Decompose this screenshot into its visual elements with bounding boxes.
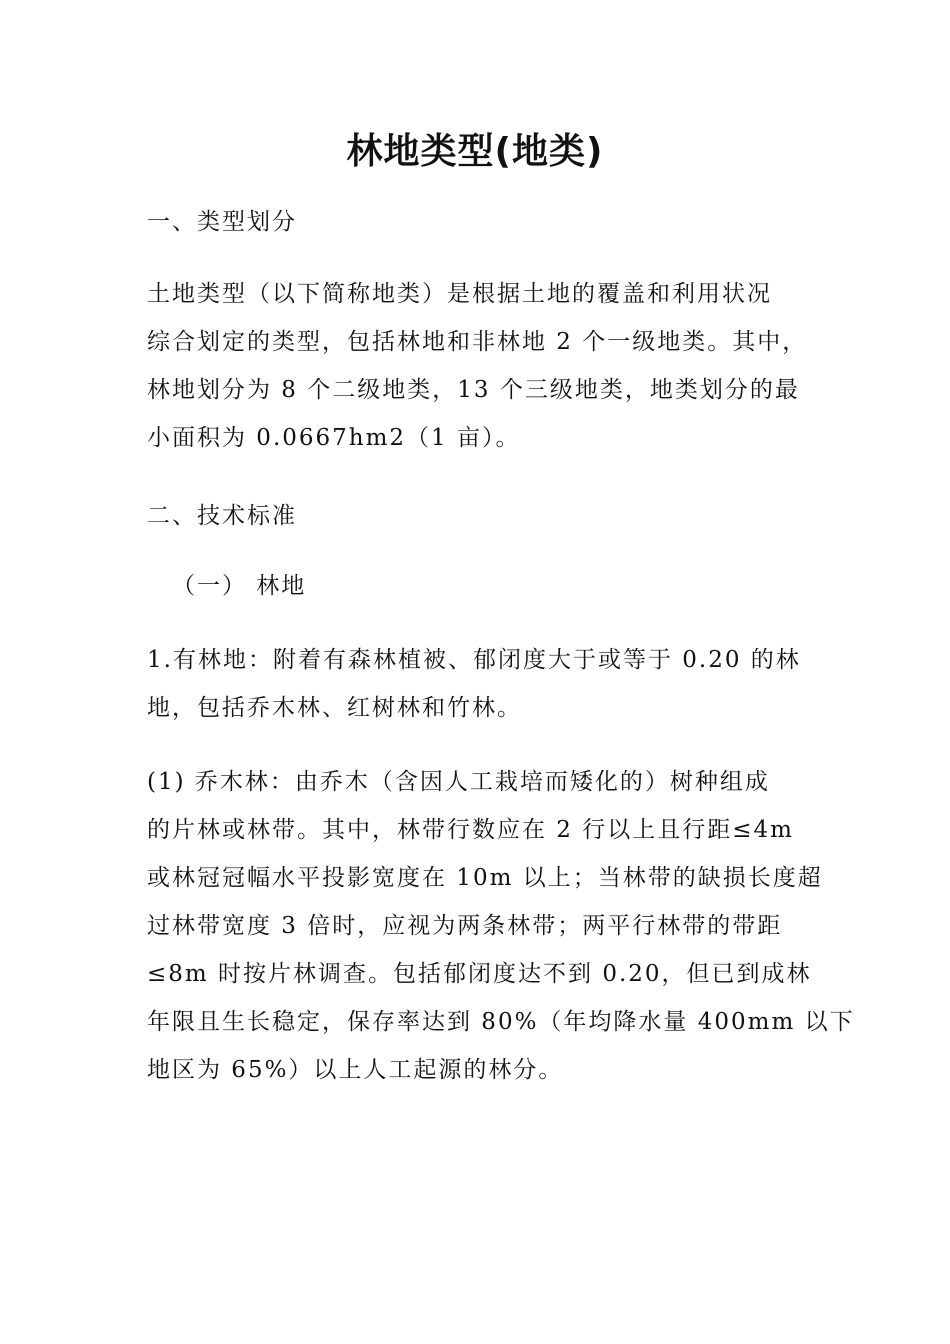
- section-heading-text: 一、类型划分: [147, 209, 297, 235]
- paragraph-line: 地，包括乔木林、红树林和竹林。: [147, 695, 522, 721]
- paragraph-line: 或林冠冠幅水平投影宽度在 10m 以上；当林带的缺损长度超: [147, 865, 823, 891]
- section-heading-classification: [147, 198, 807, 246]
- paragraph-line: 地区为 65%）以上人工起源的林分。: [147, 1057, 564, 1083]
- paragraph-line: ≤8m 时按片林调查。包括郁闭度达不到 0.20，但已到成林: [147, 961, 812, 987]
- paragraph-line: (1) 乔木林：由乔木（含因人工栽培而矮化的）树种组成: [147, 769, 770, 795]
- paragraph-arbor-forest: [147, 758, 855, 1094]
- paragraph-line: 的片林或林带。其中，林带行数应在 2 行以上且行距≤4m: [147, 817, 794, 843]
- paragraph-land-type-definition: [147, 270, 807, 462]
- subsection-heading-text: （一） 林地: [172, 573, 307, 599]
- paragraph-line: 过林带宽度 3 倍时，应视为两条林带；两平行林带的带距: [147, 913, 783, 939]
- paragraph-line: 小面积为 0.0667hm2（1 亩）。: [147, 425, 521, 451]
- paragraph-forested-land: [147, 636, 807, 732]
- section-heading-text: 二、技术标准: [147, 503, 297, 529]
- subsection-heading-forest-land: [172, 562, 832, 610]
- section-heading-technical-standards: [147, 492, 807, 540]
- paragraph-line: 土地类型（以下简称地类）是根据土地的覆盖和利用状况: [147, 281, 772, 307]
- paragraph-line: 林地划分为 8 个二级地类，13 个三级地类，地类划分的最: [147, 377, 800, 403]
- paragraph-line: 1.有林地：附着有森林植被、郁闭度大于或等于 0.20 的林: [147, 647, 801, 673]
- document-title: 林地类型(地类): [346, 131, 604, 172]
- paragraph-line: 年限且生长稳定，保存率达到 80%（年均降水量 400mm 以下: [147, 1009, 855, 1035]
- paragraph-line: 综合划定的类型，包括林地和非林地 2 个一级地类。其中，: [147, 329, 808, 355]
